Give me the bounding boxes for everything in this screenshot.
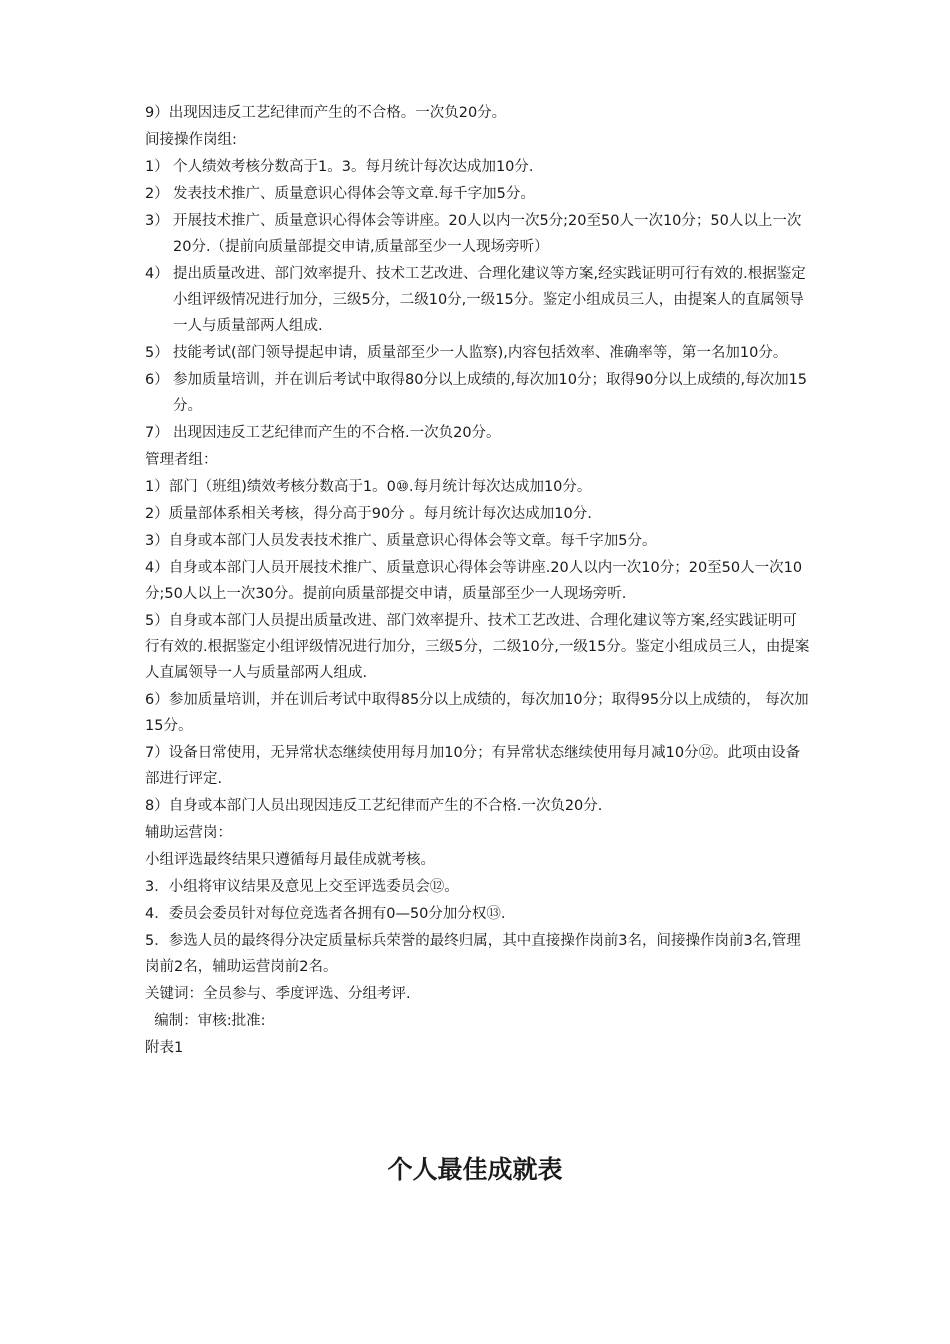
section-heading-manager: 管理者组： <box>145 452 218 468</box>
paragraph-direct-item-9: 9）出现因违反工艺纪律而产生的不合格。一次负20分。 <box>145 105 507 121</box>
table-title: 个人最佳成就表 <box>387 1155 563 1184</box>
signature-line: 编制：审核:批准: <box>145 1013 266 1029</box>
manager-item-2: 2）质量部体系相关考核，得分高于90分 。每月统计每次达成加10分. <box>145 506 592 522</box>
list-text: 个人绩效考核分数高于1。3。每月统计每次达成加10分. <box>173 159 534 175</box>
list-text: 提出质量改进、部门效率提升、技术工艺改进、合理化建议等方案,经实践证明可行有效的.根据鉴定小组评级情况进行加分，三级5分，二级10分,一级15分。鉴定小组成员三人，由提案人的直属领导一人与质量部两人组成. <box>173 266 806 334</box>
section-heading-support: 辅助运营岗： <box>145 825 232 841</box>
list-text: 开展技术推广、质量意识心得体会等讲座。20人以内一次5分;20至50人一次10分；50人以上一次20分.（提前向质量部提交申请,质量部至少一人现场旁听） <box>173 213 802 255</box>
section-heading-indirect: 间接操作岗组: <box>145 132 237 148</box>
list-item <box>145 340 810 366</box>
list-number: 6） <box>145 372 169 388</box>
list-item <box>145 367 810 419</box>
step-5: 5．参选人员的最终得分决定质量标兵荣誉的最终归属，其中直接操作岗前3名，间接操作岗前3名,管理岗前2名，辅助运营岗前2名。 <box>145 933 801 975</box>
manager-item-1: 1）部门（班组)绩效考核分数高于1。0⑩.每月统计每次达成加10分。 <box>145 479 592 495</box>
keywords: 关键词：全员参与、季度评选、分组考评. <box>145 986 411 1002</box>
list-item <box>145 261 810 339</box>
support-note: 小组评选最终结果只遵循每月最佳成就考核。 <box>145 852 435 868</box>
document-body <box>145 100 810 1062</box>
manager-item-3: 3）自身或本部门人员发表技术推广、质量意识心得体会等文章。每千字加5分。 <box>145 533 657 549</box>
list-number: 4） <box>145 266 169 282</box>
appendix-label: 附表1 <box>145 1040 184 1056</box>
manager-item-5: 5）自身或本部门人员提出质量改进、部门效率提升、技术工艺改进、合理化建议等方案,经实践证明可行有效的.根据鉴定小组评级情况进行加分，三级5分，二级10分,一级15分。鉴定小组成员三人，由提案人直属领导一人与质量部两人组成. <box>145 613 810 681</box>
list-text: 发表技术推广、质量意识心得体会等文章.每千字加5分。 <box>173 186 535 202</box>
list-number: 2） <box>145 186 169 202</box>
step-4: 4．委员会委员针对每位竞选者各拥有0—50分加分权⑬. <box>145 906 506 922</box>
list-item <box>145 420 810 446</box>
manager-item-7: 7）设备日常使用，无异常状态继续使用每月加10分；有异常状态继续使用每月减10分⑫。此项由设备部进行评定. <box>145 745 801 787</box>
step-3: 3．小组将审议结果及意见上交至评选委员会⑫。 <box>145 879 459 895</box>
list-text: 出现因违反工艺纪律而产生的不合格.一次负20分。 <box>173 425 501 441</box>
manager-item-8: 8）自身或本部门人员出现因违反工艺纪律而产生的不合格.一次负20分. <box>145 798 603 814</box>
list-number: 1） <box>145 159 169 175</box>
manager-item-6: 6）参加质量培训，并在训后考试中取得85分以上成绩的，每次加10分；取得95分以上成绩的， 每次加15分。 <box>145 692 809 734</box>
list-item <box>145 181 810 207</box>
manager-item-4: 4）自身或本部门人员开展技术推广、质量意识心得体会等讲座.20人以内一次10分；20至50人一次10分;50人以上一次30分。提前向质量部提交申请，质量部至少一人现场旁听. <box>145 560 803 602</box>
list-item <box>145 154 810 180</box>
list-text: 参加质量培训，并在训后考试中取得80分以上成绩的,每次加10分；取得90分以上成绩的,每次加15分。 <box>173 372 808 414</box>
list-text: 技能考试(部门领导提起申请，质量部至少一人监察),内容包括效率、准确率等，第一名加10分。 <box>173 345 788 361</box>
list-number: 5） <box>145 345 169 361</box>
list-number: 3） <box>145 213 169 229</box>
list-number: 7） <box>145 425 169 441</box>
list-item <box>145 208 810 260</box>
